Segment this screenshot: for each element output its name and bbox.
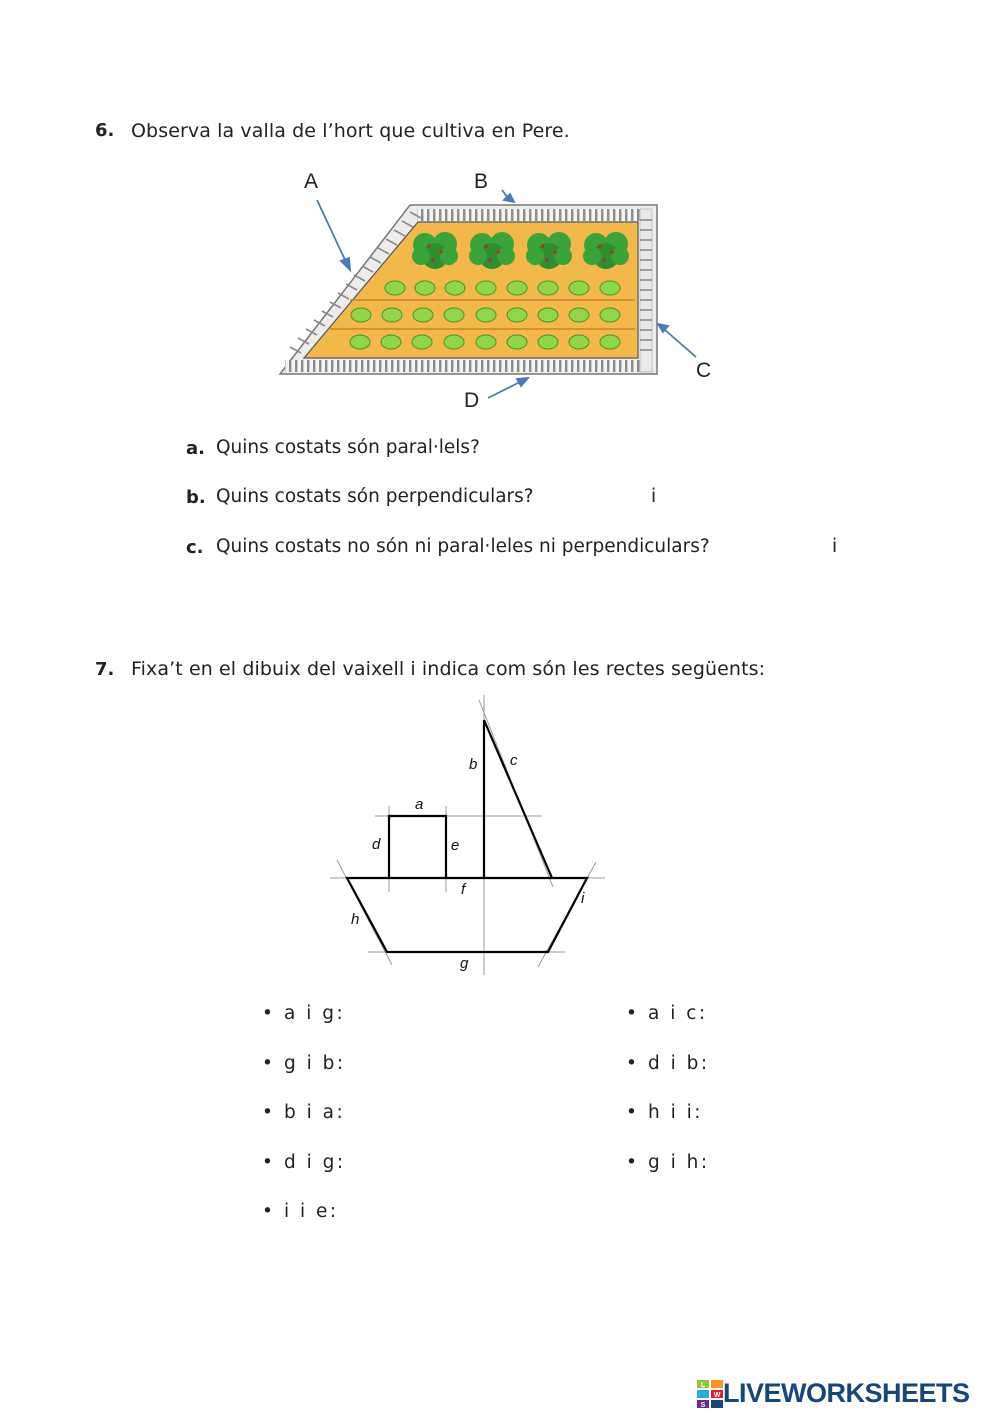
bullet: •: [626, 1152, 637, 1173]
question-7-number: 7.: [95, 659, 115, 680]
pair-right-1: [626, 1003, 708, 1024]
boat-label-i: i: [581, 890, 585, 907]
bullet: •: [626, 1102, 637, 1123]
pair-left-4: [262, 1152, 346, 1173]
lettuce-rows: [350, 281, 620, 349]
pair-label: b i a:: [284, 1102, 346, 1123]
badge-letter-l: L: [700, 1381, 706, 1389]
bullet: •: [262, 1152, 273, 1173]
figure-label-d: D: [464, 389, 480, 412]
boat-hull: [347, 878, 587, 952]
pair-left-1: [262, 1003, 345, 1024]
boat-sail-edge: [484, 720, 552, 878]
boat-label-c: c: [510, 752, 518, 769]
bullet: •: [626, 1003, 637, 1024]
fence-bottom: [285, 360, 650, 372]
pair-label: h i i:: [648, 1102, 703, 1123]
pair-left-5: [262, 1201, 339, 1222]
q6-item-a-text: Quins costats són paral·lels?: [216, 437, 480, 458]
boat-cabin: [389, 816, 446, 878]
pair-label: d i b:: [648, 1053, 710, 1074]
bullet: •: [262, 1053, 273, 1074]
question-6-text: Observa la valla de l’hort que cultiva en Pere.: [131, 120, 570, 142]
liveworksheets-badge-icon: [697, 1380, 723, 1408]
badge-letter-s: S: [700, 1401, 706, 1408]
pair-label: a i c:: [648, 1003, 708, 1024]
pair-right-2: [626, 1053, 710, 1074]
pair-label: g i b:: [284, 1053, 346, 1074]
q6-item-b-text: Quins costats són perpendiculars?: [216, 486, 534, 507]
boat-figure: [320, 690, 620, 980]
boat-label-a: a: [415, 796, 424, 813]
question-7-text: Fixa’t en el dibuix del vaixell i indica com són les rectes següents:: [131, 658, 766, 680]
pair-left-2: [262, 1053, 346, 1074]
boat-lines: [347, 720, 587, 952]
boat-label-b: b: [469, 756, 478, 773]
bullet: •: [262, 1102, 273, 1123]
bullet: •: [262, 1201, 273, 1222]
question-6-number: 6.: [95, 120, 115, 141]
pair-right-4: [626, 1152, 710, 1173]
boat-label-h: h: [351, 911, 360, 928]
boat-label-g: g: [460, 955, 469, 972]
figure-label-b: B: [474, 170, 489, 193]
pair-label: d i g:: [284, 1152, 346, 1173]
figure-label-a: A: [304, 170, 319, 193]
q6-item-b-letter: b.: [186, 487, 206, 508]
liveworksheets-brand-text: LIVEWORKSHEETS: [723, 1378, 970, 1408]
q6-item-c-letter: c.: [186, 537, 204, 558]
garden-fence-figure: [270, 160, 750, 420]
liveworksheets-logo[interactable]: [697, 1378, 970, 1409]
figure-label-c: C: [696, 359, 712, 382]
pair-label: a i g:: [284, 1003, 346, 1024]
q6-item-a-letter: a.: [186, 438, 205, 459]
bullet: •: [262, 1003, 273, 1024]
boat-label-f: f: [461, 881, 466, 898]
boat-label-e: e: [451, 837, 460, 854]
badge-letter-w: W: [713, 1391, 721, 1399]
pair-label: g i h:: [648, 1152, 710, 1173]
q6-item-b-connector: i: [651, 486, 657, 507]
fence-top: [417, 209, 650, 221]
pair-left-3: [262, 1102, 345, 1123]
q6-item-c-text: Quins costats no són ni paral·leles ni perpendiculars?: [216, 536, 710, 557]
bullet: •: [626, 1053, 637, 1074]
pair-label: i i e:: [284, 1201, 339, 1222]
q6-item-c-connector: i: [832, 536, 838, 557]
pair-right-3: [626, 1102, 703, 1123]
boat-label-d: d: [372, 836, 381, 853]
